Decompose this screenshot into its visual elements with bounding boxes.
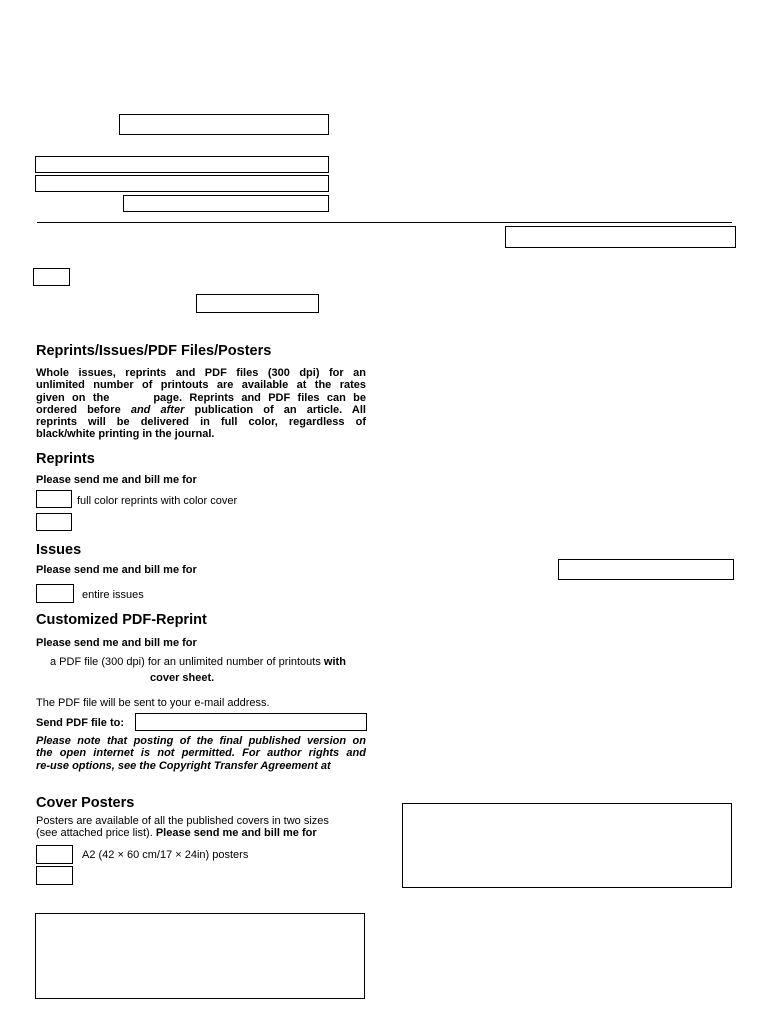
pdf-desc-b: with [323,656,346,668]
right-large-field[interactable] [402,803,732,888]
pdf-note-line-3: re-use options, see the Copyright Transfer Agreement at [36,759,331,772]
issues-qty[interactable] [36,584,74,603]
intro-line-4-em: and after [130,403,185,416]
pdf-description [50,656,346,668]
bottom-large-field[interactable] [35,913,365,999]
top-field-3[interactable] [35,175,329,192]
issues-right-field[interactable] [558,559,734,580]
posters-qty-2[interactable] [36,866,73,885]
mid-field[interactable] [196,294,319,313]
send-pdf-email-field[interactable] [135,713,367,731]
intro-line-5: reprints will be delivered in full color, regardless of [36,416,366,429]
intro-line-4 [36,404,366,416]
posters-option-1: A2 (42 × 60 cm/17 × 24in) posters [82,849,249,861]
intro-line-4a: ordered before [36,403,121,416]
reprints-heading: Reprints [36,451,95,467]
intro-line-1: Whole issues, reprints and PDF files (300 dpi) for an [36,367,366,379]
reprints-prompt: Please send me and bill me for [36,474,197,486]
send-pdf-label: Send PDF file to: [36,717,124,729]
intro-line-6: black/white printing in the journal. [36,428,215,441]
horizontal-divider [37,222,732,223]
posters-heading: Cover Posters [36,795,135,811]
pdf-desc-a: a PDF file (300 dpi) for an unlimited number of printouts [50,656,321,668]
issues-prompt: Please send me and bill me for [36,564,197,576]
posters-line-2a: (see attached price list). [36,827,153,839]
pdf-note-line-1: Please note that posting of the final published version on [36,735,366,747]
right-field-1[interactable] [505,226,736,248]
pdf-heading: Customized PDF-Reprint [36,612,207,628]
top-field-4[interactable] [123,195,329,212]
posters-line-2b: Please send me and bill me for [155,827,317,839]
reprints-qty-2[interactable] [36,513,72,531]
posters-line-1: Posters are available of all the published covers in two sizes [36,815,329,827]
intro-line-3b: page. Reprints and PDF files can be [153,391,366,404]
top-field-2[interactable] [35,156,329,173]
top-field-1[interactable] [119,114,329,135]
posters-qty-1[interactable] [36,845,73,864]
pdf-email-note: The PDF file will be sent to your e-mail address. [36,697,270,709]
small-field[interactable] [33,268,70,286]
pdf-prompt: Please send me and bill me for [36,637,197,649]
reprints-qty-1[interactable] [36,490,72,508]
page-title: Reprints/Issues/PDF Files/Posters [36,343,272,359]
issues-option-1: entire issues [82,589,144,601]
intro-paragraph [36,367,366,441]
reprints-option-1: full color reprints with color cover [77,495,238,507]
issues-heading: Issues [36,542,82,558]
pdf-note-line-2: the open internet is not permitted. For author rights and [36,747,366,760]
intro-line-2: unlimited number of printouts are available at the rates [36,379,366,392]
pdf-desc-c: cover sheet. [150,672,215,684]
intro-line-3 [36,392,366,404]
posters-line-2 [36,827,317,839]
intro-line-3a: given on the [36,391,110,404]
pdf-posting-note [36,735,366,772]
intro-line-4b: publication of an article. All [194,403,366,416]
